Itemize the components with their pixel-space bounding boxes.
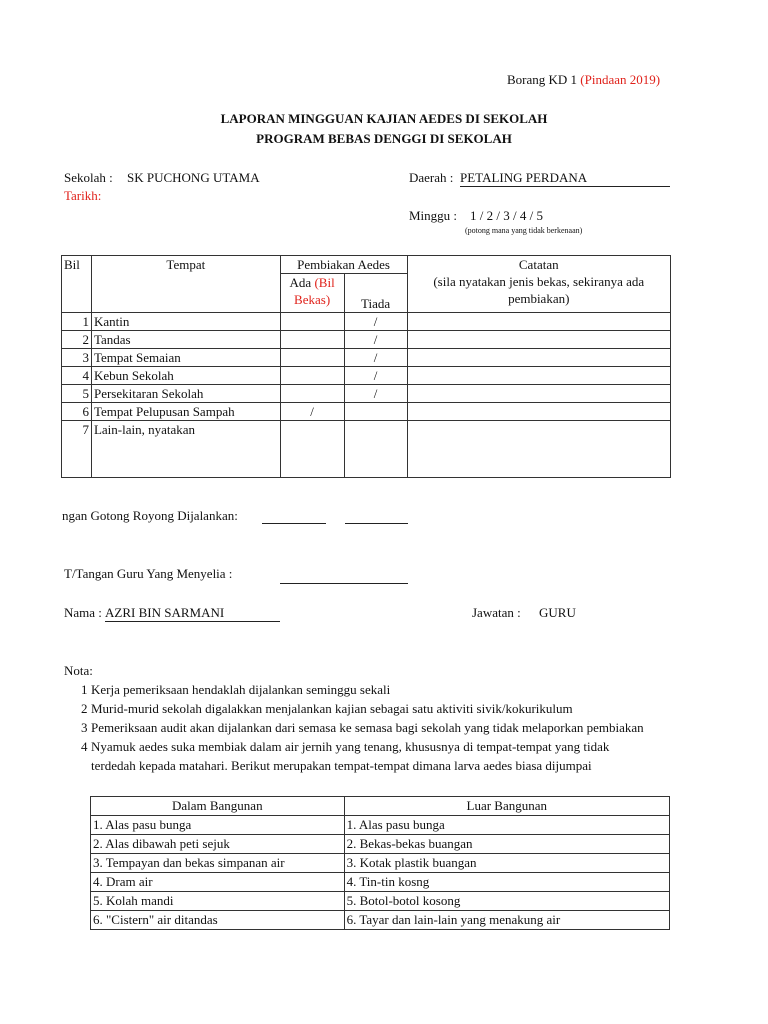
header-bil: Bil bbox=[62, 256, 92, 313]
table-row: 5 Persekitaran Sekolah / bbox=[62, 385, 671, 403]
header-luar-bangunan: Luar Bangunan bbox=[344, 797, 669, 816]
page-title: LAPORAN MINGGUAN KAJIAN AEDES DI SEKOLAH bbox=[220, 111, 548, 126]
gotong-royong-field-2[interactable] bbox=[345, 522, 408, 524]
table-row: 5. Kolah mandi 5. Botol-botol kosong bbox=[91, 892, 670, 911]
header-catatan: Catatan (sila nyatakan jenis bekas, sekiranya ada pembiakan) bbox=[407, 256, 671, 313]
sekolah-label: Sekolah : bbox=[64, 170, 113, 185]
table-row: 2. Alas dibawah peti sejuk 2. Bekas-bekas buangan bbox=[91, 835, 670, 854]
sekolah-value: SK PUCHONG UTAMA bbox=[127, 170, 260, 185]
gotong-royong-label: ngan Gotong Royong Dijalankan: bbox=[62, 508, 238, 523]
header-pembiakan: Pembiakan Aedes bbox=[280, 256, 407, 274]
form-revision: (Pindaan 2019) bbox=[580, 72, 661, 87]
jawatan-label: Jawatan : bbox=[472, 605, 521, 620]
table-row: 3. Tempayan dan bekas simpanan air 3. Kotak plastik buangan bbox=[91, 854, 670, 873]
table-row: 2 Tandas / bbox=[62, 331, 671, 349]
header-tempat: Tempat bbox=[91, 256, 280, 313]
header-ada: Ada (Bil Bekas) bbox=[280, 274, 344, 313]
nota-title: Nota: bbox=[64, 663, 93, 678]
nota-item: 4 Nyamuk aedes suka membiak dalam air jernih yang tenang, khususnya di tempat-tempat yang tidak bbox=[81, 739, 610, 754]
nama-field[interactable] bbox=[105, 605, 280, 622]
page-subtitle: PROGRAM BEBAS DENGGI DI SEKOLAH bbox=[256, 131, 512, 146]
nota-item: 3 Pemeriksaan audit akan dijalankan dari semasa ke semasa bagi sekolah yang tidak melaporkan pembiakan bbox=[81, 720, 644, 735]
table-row: 7 Lain-lain, nyatakan bbox=[62, 421, 671, 478]
minggu-options[interactable]: 1 / 2 / 3 / 4 / 5 bbox=[470, 208, 543, 223]
tarikh-label: Tarikh: bbox=[64, 188, 102, 203]
table-row: 6. "Cistern" air ditandas 6. Tayar dan lain-lain yang menakung air bbox=[91, 911, 670, 930]
nama-value: AZRI BIN SARMANI bbox=[105, 605, 225, 620]
jawatan-value: GURU bbox=[539, 605, 576, 620]
nota-item-continued: terdedah kepada matahari. Berikut merupakan tempat-tempat dimana larva aedes biasa dijumpai bbox=[91, 758, 592, 773]
signature-field[interactable] bbox=[280, 582, 408, 584]
table-row: 3 Tempat Semaian / bbox=[62, 349, 671, 367]
table-row: 6 Tempat Pelupusan Sampah / bbox=[62, 403, 671, 421]
nota-item: 1 Kerja pemeriksaan hendaklah dijalankan seminggu sekali bbox=[81, 682, 391, 697]
table-row: 4 Kebun Sekolah / bbox=[62, 367, 671, 385]
daerah-value: PETALING PERDANA bbox=[460, 170, 588, 185]
larva-locations-table bbox=[90, 796, 670, 930]
daerah-field[interactable] bbox=[460, 170, 670, 187]
header-dalam-bangunan: Dalam Bangunan bbox=[91, 797, 345, 816]
ttangan-label: T/Tangan Guru Yang Menyelia : bbox=[64, 566, 233, 581]
form-code: Borang KD 1 (Pindaan 2019) bbox=[507, 72, 661, 87]
nota-list bbox=[0, 682, 670, 777]
header-tiada: Tiada bbox=[344, 274, 407, 313]
daerah-label: Daerah : bbox=[409, 170, 454, 185]
minggu-note: (potong mana yang tidak berkenaan) bbox=[465, 226, 583, 235]
gotong-royong-field-1[interactable] bbox=[262, 522, 326, 524]
nama-label: Nama : bbox=[64, 605, 102, 620]
aedes-inspection-table bbox=[61, 255, 671, 478]
table-row: 1. Alas pasu bunga 1. Alas pasu bunga bbox=[91, 816, 670, 835]
catatan-note: (sila nyatakan jenis bekas, sekiranya ada pembiakan) bbox=[433, 274, 645, 306]
table-row: 1 Kantin / bbox=[62, 313, 671, 331]
nota-item: 2 Murid-murid sekolah digalakkan menjalankan kajian sebagai satu aktiviti sivik/kokurikulum bbox=[81, 701, 573, 716]
table-row: 4. Dram air 4. Tin-tin kosng bbox=[91, 873, 670, 892]
minggu-label: Minggu : bbox=[409, 208, 458, 223]
